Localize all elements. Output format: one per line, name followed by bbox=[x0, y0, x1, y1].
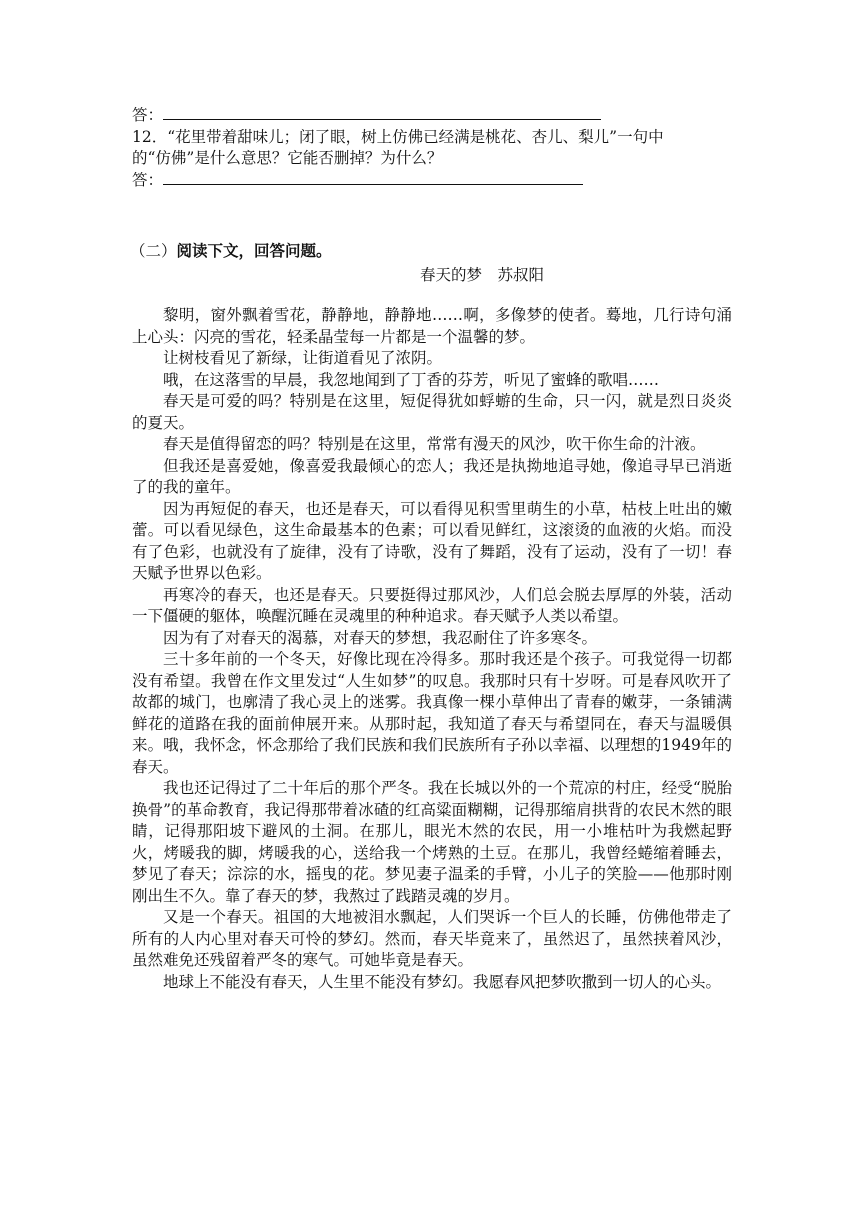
answer-row-12 bbox=[132, 170, 732, 192]
paragraph: 春天是值得留恋的吗？特别是在这里，常常有漫天的风沙，吹干你生命的汁液。 bbox=[163, 435, 706, 453]
paragraph: 因为有了对春天的渴慕，对春天的梦想，我忍耐住了许多寒冬。 bbox=[163, 628, 598, 647]
answer-row-11 bbox=[132, 105, 732, 127]
answer-blank[interactable] bbox=[163, 170, 583, 185]
document-content bbox=[132, 105, 732, 993]
section-heading bbox=[130, 239, 732, 263]
answer-blank[interactable] bbox=[163, 105, 601, 120]
paragraph: 地球上不能没有春天，人生里不能没有梦幻。我愿春风把梦吹撒到一切人的心头。 bbox=[163, 972, 722, 991]
answer-prefix: 答： bbox=[132, 106, 164, 124]
paragraph: 但我还是喜爱她，像喜爱我最倾心的恋人；我还是执拗地追寻她，像追寻早已消逝了的我的童年。 bbox=[132, 456, 732, 496]
section-number: （二） bbox=[130, 242, 177, 260]
paragraph: 我也还记得过了二十年后的那个严冬。我在长城以外的一个荒凉的村庄，经受“脱胎换骨”的革命教育，我记得那带着冰碴的红高粱面糊糊，记得那缩肩拱背的农民木然的眼睛，记得那阳坡下避风的土洞。在那儿，眼光木然的农民，用一小堆枯叶为我燃起野火，烤暖我的脚，烤暖我的心，送给我一个烤熟的土豆。在那儿，我曾经蜷缩着睡去，梦见了春天；淙淙的水，摇曳的花。梦见妻子温柔的手臂，小儿子的笑脸——他那时刚刚出生不久。靠了春天的梦，我熬过了践踏灵魂的岁月。 bbox=[132, 779, 732, 905]
paragraph: 又是一个春天。祖国的大地被泪水飘起，人们哭诉一个巨人的长睡，仿佛他带走了所有的人内心里对春天可怜的梦幻。然而，春天毕竟来了，虽然迟了，虽然挟着风沙，虽然难免还残留着严冬的寒气。可她毕竟是春天。 bbox=[132, 908, 732, 969]
question-12-line-2: 的“仿佛”是什么意思？它能否删掉？为什么？ bbox=[132, 149, 443, 167]
answer-prefix: 答： bbox=[132, 170, 164, 189]
paragraph: 再寒冷的春天，也还是春天。只要挺得过那风沙，人们总会脱去厚厚的外装，活动一下僵硬的躯体，唤醒沉睡在灵魂里的种种追求。春天赋予人类以希望。 bbox=[132, 585, 732, 625]
paragraph: 三十多年前的一个冬天，好像比现在冷得多。那时我还是个孩子。可我觉得一切都没有希望。我曾在作文里发过“人生如梦”的叹息。我那时只有十岁呀。可是春风吹开了故都的城门，也廓清了我心灵上的迷雾。我真像一棵小草伸出了青春的嫩芽，一条铺满鲜花的道路在我的面前伸展开来。从那时起，我知道了春天与希望同在，春天与温暖俱来。哦，我怀念，怀念那给了我们民族和我们民族所有子孙以幸福、以理想的1949年的春天。 bbox=[132, 650, 732, 776]
paragraph: 让树枝看见了新绿，让街道看见了浓阴。 bbox=[163, 349, 443, 367]
paragraph: 黎明，窗外飘着雪花，静静地，静静地……啊，多像梦的使者。蓦地，几行诗句涌上心头：闪亮的雪花，轻柔晶莹每一片都是一个温馨的梦。 bbox=[132, 306, 732, 346]
paragraph: 春天是可爱的吗？特别是在这里，短促得犹如蜉蝣的生命，只一闪，就是烈日炎炎的夏天。 bbox=[132, 392, 732, 432]
paragraph: 哦，在这落雪的早晨，我忽地闻到了丁香的芬芳，听见了蜜蜂的歌唱…… bbox=[163, 370, 660, 389]
paragraph: 因为再短促的春天，也还是春天，可以看得见积雪里萌生的小草，枯枝上吐出的嫩蕾。可以看见绿色，这生命最基本的色素；可以看见鲜红，这滚烫的血液的火焰。而没有了色彩，也就没有了旋律，没有了诗歌，没有了舞蹈，没有了运动，没有了一切！春天赋予世界以色彩。 bbox=[132, 499, 732, 582]
question-12-line-1: 12．“花里带着甜味儿；闭了眼，树上仿佛已经满是桃花、杏儿、梨儿”一句中 bbox=[132, 127, 664, 146]
section-instruction: 阅读下文，回答问题。 bbox=[176, 241, 332, 260]
article-title: 春天的梦 苏叔阳 bbox=[419, 266, 544, 284]
